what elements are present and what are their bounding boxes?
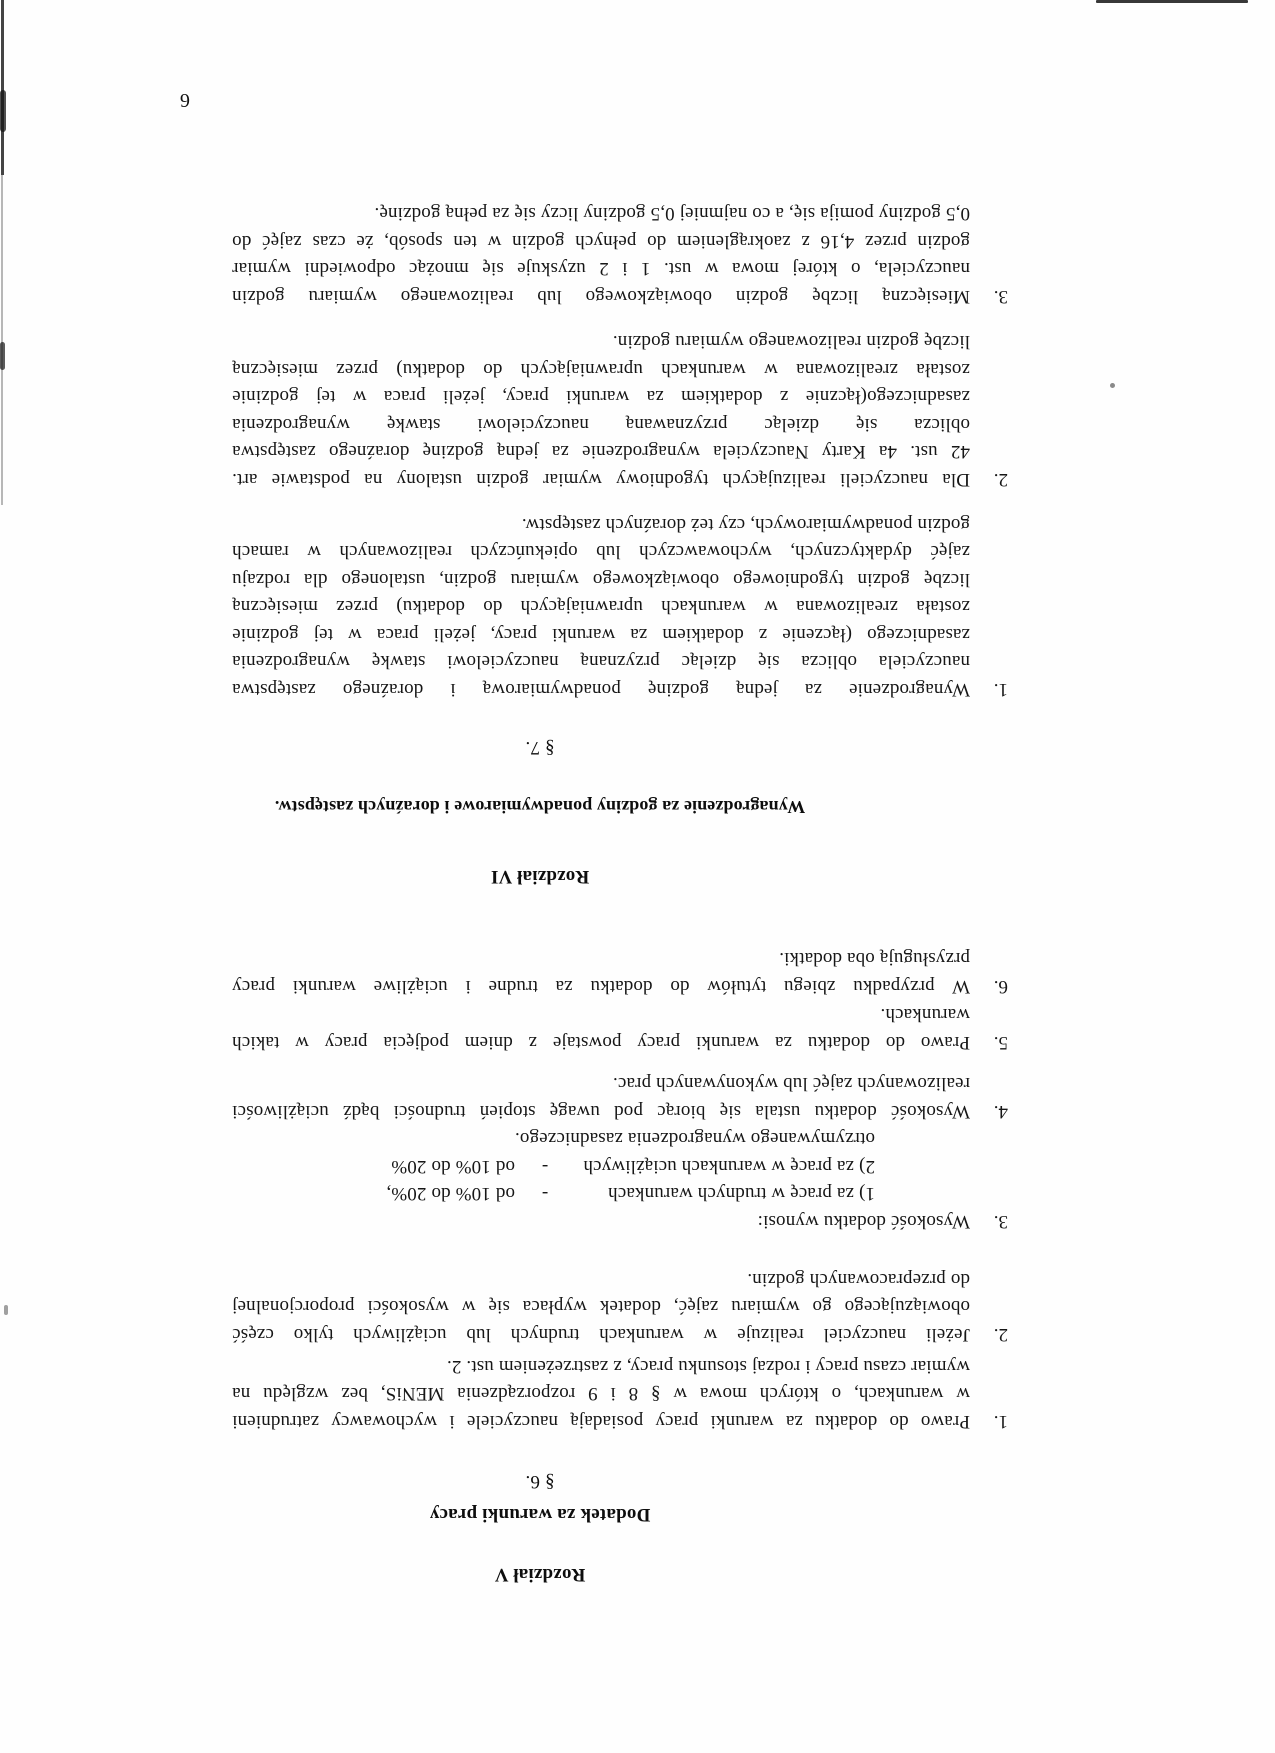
list-item <box>232 511 1008 704</box>
text-line: została zrealizowana w warunkach uprawniających do dodatku) przez miesięczną <box>232 359 970 380</box>
text-line: Wysokość dodatku ustala się biorąc pod uwagę stopień trudności bądź uciążliwości <box>232 1101 970 1122</box>
list-item <box>232 200 1008 310</box>
text-line: godzin ponadwymiarowych, czy też doraźnych zastępstw. <box>521 514 970 535</box>
item-number: 4. <box>993 1101 1008 1122</box>
item-number: 3. <box>993 1211 1008 1232</box>
item-number: 3. <box>993 286 1008 307</box>
text-line: nauczyciela, o której mowa w ust. 1 i 2 uzyskuje się mnożąc odpowiedni wymiar <box>232 258 970 280</box>
text-line: wymiar czasu pracy i rodzaj stosunku pracy, z zastrzeżeniem ust. 2. <box>446 1356 970 1377</box>
scan-artifact-blob <box>0 342 5 370</box>
sub-item-value: od 10% do 20% <box>391 1156 515 1177</box>
scan-artifact-top-line <box>1096 0 1248 3</box>
sub-item-row <box>232 1153 970 1181</box>
scan-artifact-left-edge-faint <box>1 175 3 505</box>
text-line: Jeżeli nauczyciel realizuje w warunkach trudnych lub uciążliwych tylko część <box>232 1324 970 1345</box>
list-item <box>232 1001 1008 1056</box>
sub-item-label: 1) za pracę w trudnych warunkach <box>608 1183 875 1205</box>
chapter-v-heading: Rozdział V <box>494 1564 586 1585</box>
text-line: W przypadku zbiegu tytułów do dodatku za trudne i uciążliwe warunki pracy <box>232 976 970 997</box>
text-line: otrzymywanego wynagrodzenia zasadniczego. <box>514 1128 875 1150</box>
text-line: liczbę godzin tygodniowego obowiązkowego wymiaru godzin, ustalonego dla rodzaju <box>232 569 970 590</box>
list-item <box>232 1125 1008 1235</box>
item-number: 2. <box>993 1324 1008 1345</box>
text-line: oblicza się dzieląc przyznawaną nauczycielowi stawkę wynagrodzenia <box>232 414 970 435</box>
text-line: Dla nauczycieli realizujących tygodniowy wymiar godzin ustalony na podstawie art. <box>232 469 970 490</box>
sub-item-label: 2) za pracę w warunkach uciążliwych <box>583 1156 875 1177</box>
list-item <box>232 945 1008 1000</box>
text-line: Miesięczną liczbę godzin obowiązkowego lub realizowanego wymiaru godzin <box>232 286 970 307</box>
sub-item-row <box>232 1180 970 1208</box>
item-number: 1. <box>993 679 1008 700</box>
text-line: przysługują oba dodatki. <box>779 948 970 970</box>
item-number: 1. <box>993 1411 1008 1432</box>
text-line: godzin przez 4,16 z zaokrągleniem do pełnych godzin w ten sposób, że czas zajęć do <box>232 231 970 252</box>
sub-item-value: od 10% do 20%, <box>386 1183 515 1205</box>
list-item <box>232 328 1008 493</box>
section-7-label: § 7. <box>525 737 555 758</box>
chapter-vi-heading: Rozdział VI <box>490 866 590 887</box>
section-6-label: § 6. <box>525 1471 555 1492</box>
text-line: 42 ust. 4a Karty Nauczyciela wynagrodzenie za jedną godzinę doraźnego zastępstwa <box>232 441 970 463</box>
dash-separator: - <box>541 1156 549 1177</box>
scan-artifact-speck <box>1110 383 1115 388</box>
text-line: zasadniczego (łączenie z dodatkiem za warunki pracy, jeżeli praca w tej godzinie <box>232 624 970 645</box>
text-line: zasadniczego(łącznie z dodatkiem za warunki pracy, jeżeli praca w tej godzinie <box>232 386 970 408</box>
item-number: 5. <box>993 1032 1008 1053</box>
dash-separator: - <box>541 1183 549 1205</box>
text-line: Wynagrodzenie za jedną godzinę ponadwymiarową i doraźnego zastępstwa <box>232 679 970 700</box>
text-line: liczbę godzin realizowanego wymiaru godzin. <box>612 331 970 353</box>
text-line: Prawo do dodatku za warunki pracy posiadają nauczyciele i wychowawcy zatrudnieni <box>232 1411 970 1432</box>
text-line: realizowanych zajęć lub wykonywanych prac. <box>612 1073 970 1095</box>
text-line: została zrealizowana w warunkach uprawniających do dodatku) przez miesięczną <box>232 596 970 618</box>
page-number: 6 <box>180 89 190 111</box>
list-item <box>232 1266 1008 1349</box>
text-line: zajęć dydaktycznych, wychowawczych lub opiekuńczych realizowanych w ramach <box>232 541 970 563</box>
chapter-vi-title: Wynagrodzenie za godziny ponadwymiarowe i doraźnych zastępstw. <box>274 797 806 817</box>
text-line: Wysokość dodatku wynosi: <box>757 1211 970 1232</box>
chapter-v-title: Dodatek za warunki pracy <box>429 1504 651 1525</box>
text-line: w warunkach, o których mowa w § 8 i 9 rozporządzenia MENiS, bez względu na <box>232 1383 970 1405</box>
text-line: do przepracowanych godzin. <box>747 1269 970 1290</box>
item-number: 6. <box>993 976 1008 997</box>
text-line: Prawo do dodatku za warunki pracy powstaje z dniem podjęcia pracy w takich <box>232 1032 970 1053</box>
scan-artifact-speck <box>4 1305 8 1315</box>
text-line: obowiązującego go wymiaru zajęć, dodatek wypłaca się w wysokości proporcjonalnej <box>232 1296 970 1318</box>
item-number: 2. <box>993 469 1008 490</box>
scan-artifact-blob <box>0 90 6 132</box>
list-item <box>232 1070 1008 1125</box>
text-line: warunkach. <box>880 1004 970 1026</box>
text-line: 0,5 godziny pomija się, a co najmniej 0,5 godziny liczy się za pełną godzinę. <box>374 203 970 225</box>
text-line: nauczyciela oblicza się dzieląc przyznaną nauczycielowi stawkę wynagrodzenia <box>232 651 970 673</box>
list-item <box>232 1353 1008 1436</box>
scan-artifact-left-edge <box>1 0 4 175</box>
